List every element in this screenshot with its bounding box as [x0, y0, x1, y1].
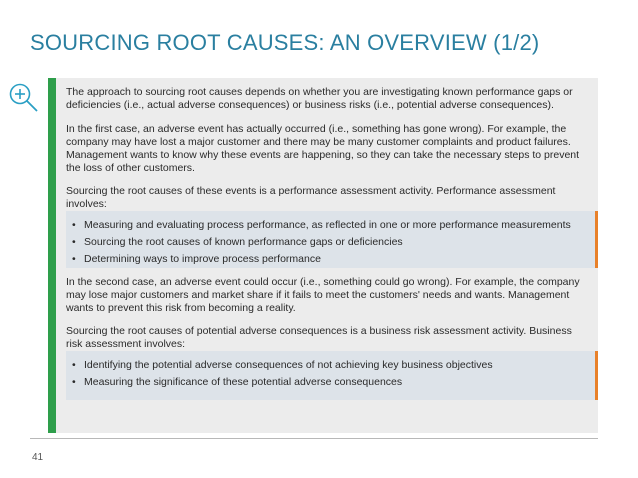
footer-divider: [30, 438, 598, 439]
orange-accent-bar: [595, 211, 598, 268]
content-panel: [56, 78, 598, 433]
first-case-paragraph: In the first case, an adverse event has actually occurred (i.e., something has gone wrong). For example, the company may have lost a major customer and there may be many customer complaints and product failures. Management wants to know why these events are happening, so they can take the necessary steps to prevent the loss of other customers.: [66, 123, 580, 174]
performance-bullet-list: [66, 211, 595, 268]
list-item: • Determining ways to improve process performance: [66, 251, 595, 268]
list-item: • Measuring the significance of these potential adverse consequences: [66, 374, 595, 391]
risk-bullet-list: [66, 351, 595, 391]
zoom-in-icon: [6, 80, 40, 114]
performance-bullets-box: [66, 211, 595, 268]
list-item: • Identifying the potential adverse consequences of not achieving key business objectives: [66, 357, 595, 374]
list-item: • Measuring and evaluating process performance, as reflected in one or more performance measurements: [66, 217, 595, 234]
page-number: 41: [32, 452, 44, 463]
second-case-paragraph: In the second case, an adverse event could occur (i.e., something could go wrong). For example, the company may lose major customers and market share if it fails to meet the customers' needs and wants. Management wants to prevent this risk from becoming a reality.: [66, 276, 580, 314]
risk-bullets-box: [66, 351, 595, 400]
risk-assessment-paragraph: Sourcing the root causes of potential adverse consequences is a business risk assessment activity. Business risk assessment involves:: [66, 325, 572, 350]
list-item: • Sourcing the root causes of known performance gaps or deficiencies: [66, 234, 595, 251]
performance-assessment-paragraph: Sourcing the root causes of these events is a performance assessment activity. Performance assessment involves:: [66, 185, 556, 210]
orange-accent-bar: [595, 351, 598, 400]
slide-title: SOURCING ROOT CAUSES: AN OVERVIEW (1/2): [30, 30, 540, 55]
intro-paragraph: The approach to sourcing root causes depends on whether you are investigating known performance gaps or deficiencies (i.e., actual adverse consequences) or business risks (i.e., potential adverse consequences).: [66, 86, 573, 111]
green-accent-bar: [48, 78, 56, 433]
